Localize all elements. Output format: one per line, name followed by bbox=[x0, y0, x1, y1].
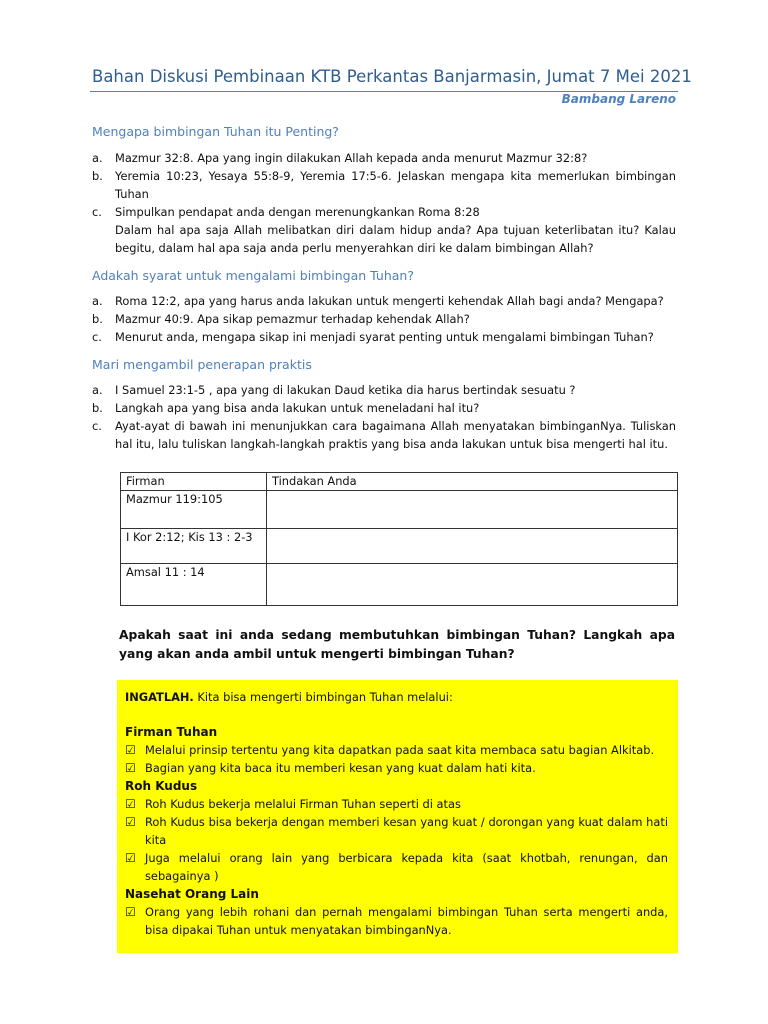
reminder-group-firman bbox=[125, 723, 668, 939]
list-item: ☑ Melalui prinsip tertentu yang kita dapatkan pada saat kita membaca satu bagian Alkitab. bbox=[125, 743, 655, 757]
table-cell-verse: Amsal 11 : 14 bbox=[121, 564, 267, 606]
table-cell-action bbox=[267, 564, 678, 606]
table-header-action: Tindakan Anda bbox=[267, 473, 678, 491]
section-heading-application: Mari mengambil penerapan praktis bbox=[92, 357, 312, 372]
checkbox-checked-icon: ☑ bbox=[125, 815, 136, 829]
table-row bbox=[121, 564, 678, 606]
question-list-requirements bbox=[92, 292, 676, 346]
document-title: Bahan Diskusi Pembinaan KTB Perkantas Banjarmasin, Jumat 7 Mei 2021 bbox=[92, 67, 692, 86]
list-item: ☑ Orang yang lebih rohani dan pernah mengalami bimbingan Tuhan serta mengerti anda, bisa dipakai Tuhan untuk menyatakan bimbinganNya. bbox=[125, 905, 668, 937]
reminder-intro: INGATLAH. Kita bisa mengerti bimbingan Tuhan melalui: bbox=[125, 690, 453, 704]
list-item: ☑ Roh Kudus bisa bekerja dengan memberi kesan yang kuat / dorongan yang kuat dalam hati kita bbox=[125, 815, 668, 847]
table-header-firman: Firman bbox=[121, 473, 267, 491]
checkbox-checked-icon: ☑ bbox=[125, 851, 136, 865]
table-row bbox=[121, 529, 678, 564]
reminder-label: INGATLAH. bbox=[125, 690, 194, 704]
list-item: a. Roma 12:2, apa yang harus anda lakukan untuk mengerti kehendak Allah bagi anda? Mengapa? bbox=[92, 294, 664, 308]
list-item: b. Yeremia 10:23, Yesaya 55:8-9, Yeremia 17:5-6. Jelaskan mengapa kita memerlukan bimbingan Tuhan bbox=[92, 169, 676, 201]
group-title: Firman Tuhan bbox=[125, 725, 218, 739]
list-item: b. Mazmur 40:9. Apa sikap pemazmur terhadap kehendak Allah? bbox=[92, 312, 470, 326]
table-row bbox=[121, 491, 678, 529]
checkbox-checked-icon: ☑ bbox=[125, 761, 136, 775]
list-item: c. Menurut anda, mengapa sikap ini menjadi syarat penting untuk mengalami bimbingan Tuhan? bbox=[92, 330, 654, 344]
table-cell-verse: I Kor 2:12; Kis 13 : 2-3 bbox=[121, 529, 267, 564]
list-item: b. Langkah apa yang bisa anda lakukan untuk meneladani hal itu? bbox=[92, 401, 480, 415]
table-cell-action bbox=[267, 529, 678, 564]
list-item: ☑ Roh Kudus bekerja melalui Firman Tuhan seperti di atas bbox=[125, 797, 461, 811]
section-heading-why: Mengapa bimbingan Tuhan itu Penting? bbox=[92, 124, 339, 139]
reflection-question: Apakah saat ini anda sedang membutuhkan bimbingan Tuhan? Langkah apa yang akan anda ambil untuk mengerti bimbingan Tuhan? bbox=[119, 628, 675, 661]
scripture-action-table bbox=[120, 472, 678, 606]
question-list-application bbox=[92, 381, 676, 453]
list-item: c. Ayat-ayat di bawah ini menunjukkan cara bagaimana Allah menyatakan bimbinganNya. Tuliskan hal itu, lalu tuliskan langkah-langkah praktis yang bisa anda lakukan untuk bisa mengerti hal itu. bbox=[92, 419, 676, 451]
table-cell-action bbox=[267, 491, 678, 529]
group-title: Nasehat Orang Lain bbox=[125, 887, 259, 901]
list-item: c. Simpulkan pendapat anda dengan merenungkankan Roma 8:28 Dalam hal apa saja Allah melibatkan diri dalam hidup anda? Apa tujuan keterlibatan itu? Kalau begitu, dalam hal apa saja anda perlu menyerahkan diri ke dalam bimbingan Allah? bbox=[92, 205, 676, 255]
list-item: a. I Samuel 23:1-5 , apa yang di lakukan Daud ketika dia harus bertindak sesuatu ? bbox=[92, 383, 576, 397]
list-item: a. Mazmur 32:8. Apa yang ingin dilakukan Allah kepada anda menurut Mazmur 32:8? bbox=[92, 151, 588, 165]
list-item: ☑ Juga melalui orang lain yang berbicara kepada kita (saat khotbah, renungan, dan sebagainya ) bbox=[125, 851, 668, 883]
table-header-row bbox=[121, 473, 678, 491]
section-heading-requirements: Adakah syarat untuk mengalami bimbingan Tuhan? bbox=[92, 268, 414, 283]
reminder-box bbox=[117, 680, 678, 953]
checkbox-checked-icon: ☑ bbox=[125, 743, 136, 757]
group-title: Roh Kudus bbox=[125, 779, 198, 793]
table-cell-verse: Mazmur 119:105 bbox=[121, 491, 267, 529]
list-item: ☑ Bagian yang kita baca itu memberi kesan yang kuat dalam hati kita. bbox=[125, 761, 536, 775]
question-list-why bbox=[92, 149, 676, 257]
author-name: Bambang Lareno bbox=[561, 92, 676, 106]
checkbox-checked-icon: ☑ bbox=[125, 797, 136, 811]
checkbox-checked-icon: ☑ bbox=[125, 905, 136, 919]
